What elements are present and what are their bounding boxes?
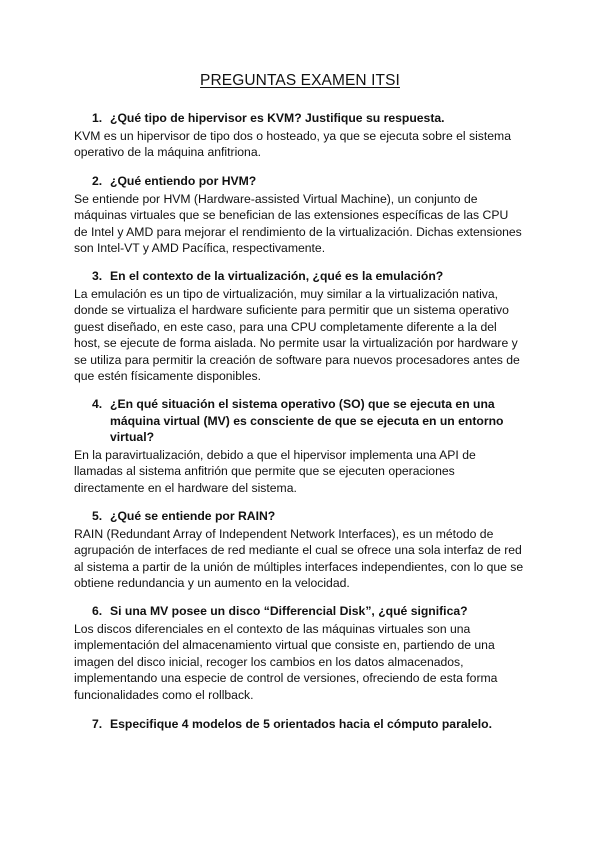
question-text: ¿Qué entiendo por HVM? — [110, 174, 257, 188]
question-text: Si una MV posee un disco “Differencial Disk”, ¿qué significa? — [110, 604, 468, 618]
question-text: Especifique 4 modelos de 5 orientados hacia el cómputo paralelo. — [110, 717, 492, 731]
question-text: ¿Qué se entiende por RAIN? — [110, 509, 276, 523]
question-block-2 — [74, 173, 526, 257]
question-number: 4. — [92, 397, 103, 411]
question-text: En el contexto de la virtualización, ¿qué es la emulación? — [110, 269, 444, 283]
question-block-7 — [74, 716, 526, 734]
question-block-5 — [74, 508, 526, 592]
question-heading — [74, 508, 526, 525]
question-text: ¿En qué situación el sistema operativo (SO) que se ejecuta en una máquina virtual (MV) es consciente de que se ejecuta en un entorno virtual? — [110, 397, 504, 444]
question-number: 6. — [92, 604, 103, 618]
question-number: 3. — [92, 269, 103, 283]
question-number: 7. — [92, 717, 103, 731]
answer-text: RAIN (Redundant Array of Independent Network Interfaces), es un método de agrupación de interfaces de red mediante el cual se ofrece una sola interfaz de red al sistema a partir de la unión de múltiples interfaces independientes, con lo que se obtiene redundancia y un aumento en la velocidad. — [74, 526, 524, 590]
question-heading — [74, 716, 526, 733]
question-heading — [74, 603, 526, 620]
answer-text: KVM es un hipervisor de tipo dos o hosteado, ya que se ejecuta sobre el sistema operativo de la máquina anfitriona. — [74, 128, 511, 159]
question-block-6 — [74, 603, 526, 703]
question-block-4 — [74, 396, 526, 496]
question-number: 2. — [92, 174, 103, 188]
question-number: 5. — [92, 509, 103, 523]
answer-text: En la paravirtualización, debido a que el hipervisor implementa una API de llamadas al sistema anfitrión que permite que se ejecuten operaciones directamente en el hardware del sistema. — [74, 447, 476, 495]
answer-text: Los discos diferenciales en el contexto de las máquinas virtuales son una implementación del almacenamiento virtual que consiste en, partiendo de una imagen del disco inicial, recoger los cambios en los datos almacenados, implementando una especie de control de versiones, ofreciendo de esta forma funcionalidades como el rollback. — [74, 621, 498, 702]
question-heading — [74, 173, 526, 190]
question-block-3 — [74, 268, 526, 385]
question-heading — [74, 268, 526, 285]
answer-text: La emulación es un tipo de virtualización, muy similar a la virtualización nativa, donde se virtualiza el hardware suficiente para permitir que un sistema operativo guest diseñado, en este caso, para una CPU completamente diferente a la del host, se ejecute de forma aislada. No permite usar la virtualización por hardware y se utiliza para permitir la creación de software para nuevos procesadores antes de que estén físicamente disponibles. — [74, 286, 520, 383]
answer-text: Se entiende por HVM (Hardware-assisted Virtual Machine), un conjunto de máquinas virtuales que se benefician de las extensiones específicas de las CPU de Intel y AMD para mejorar el rendimiento de la virtualización. Dichas extensiones son Intel-VT y AMD Pacífica, respectivamente. — [74, 191, 522, 255]
question-block-1 — [74, 110, 526, 161]
question-heading — [74, 110, 526, 127]
question-number: 1. — [92, 111, 103, 125]
question-text: ¿Qué tipo de hipervisor es KVM? Justifique su respuesta. — [110, 111, 445, 125]
question-heading — [74, 396, 526, 446]
document-title: PREGUNTAS EXAMEN ITSI — [200, 72, 400, 89]
